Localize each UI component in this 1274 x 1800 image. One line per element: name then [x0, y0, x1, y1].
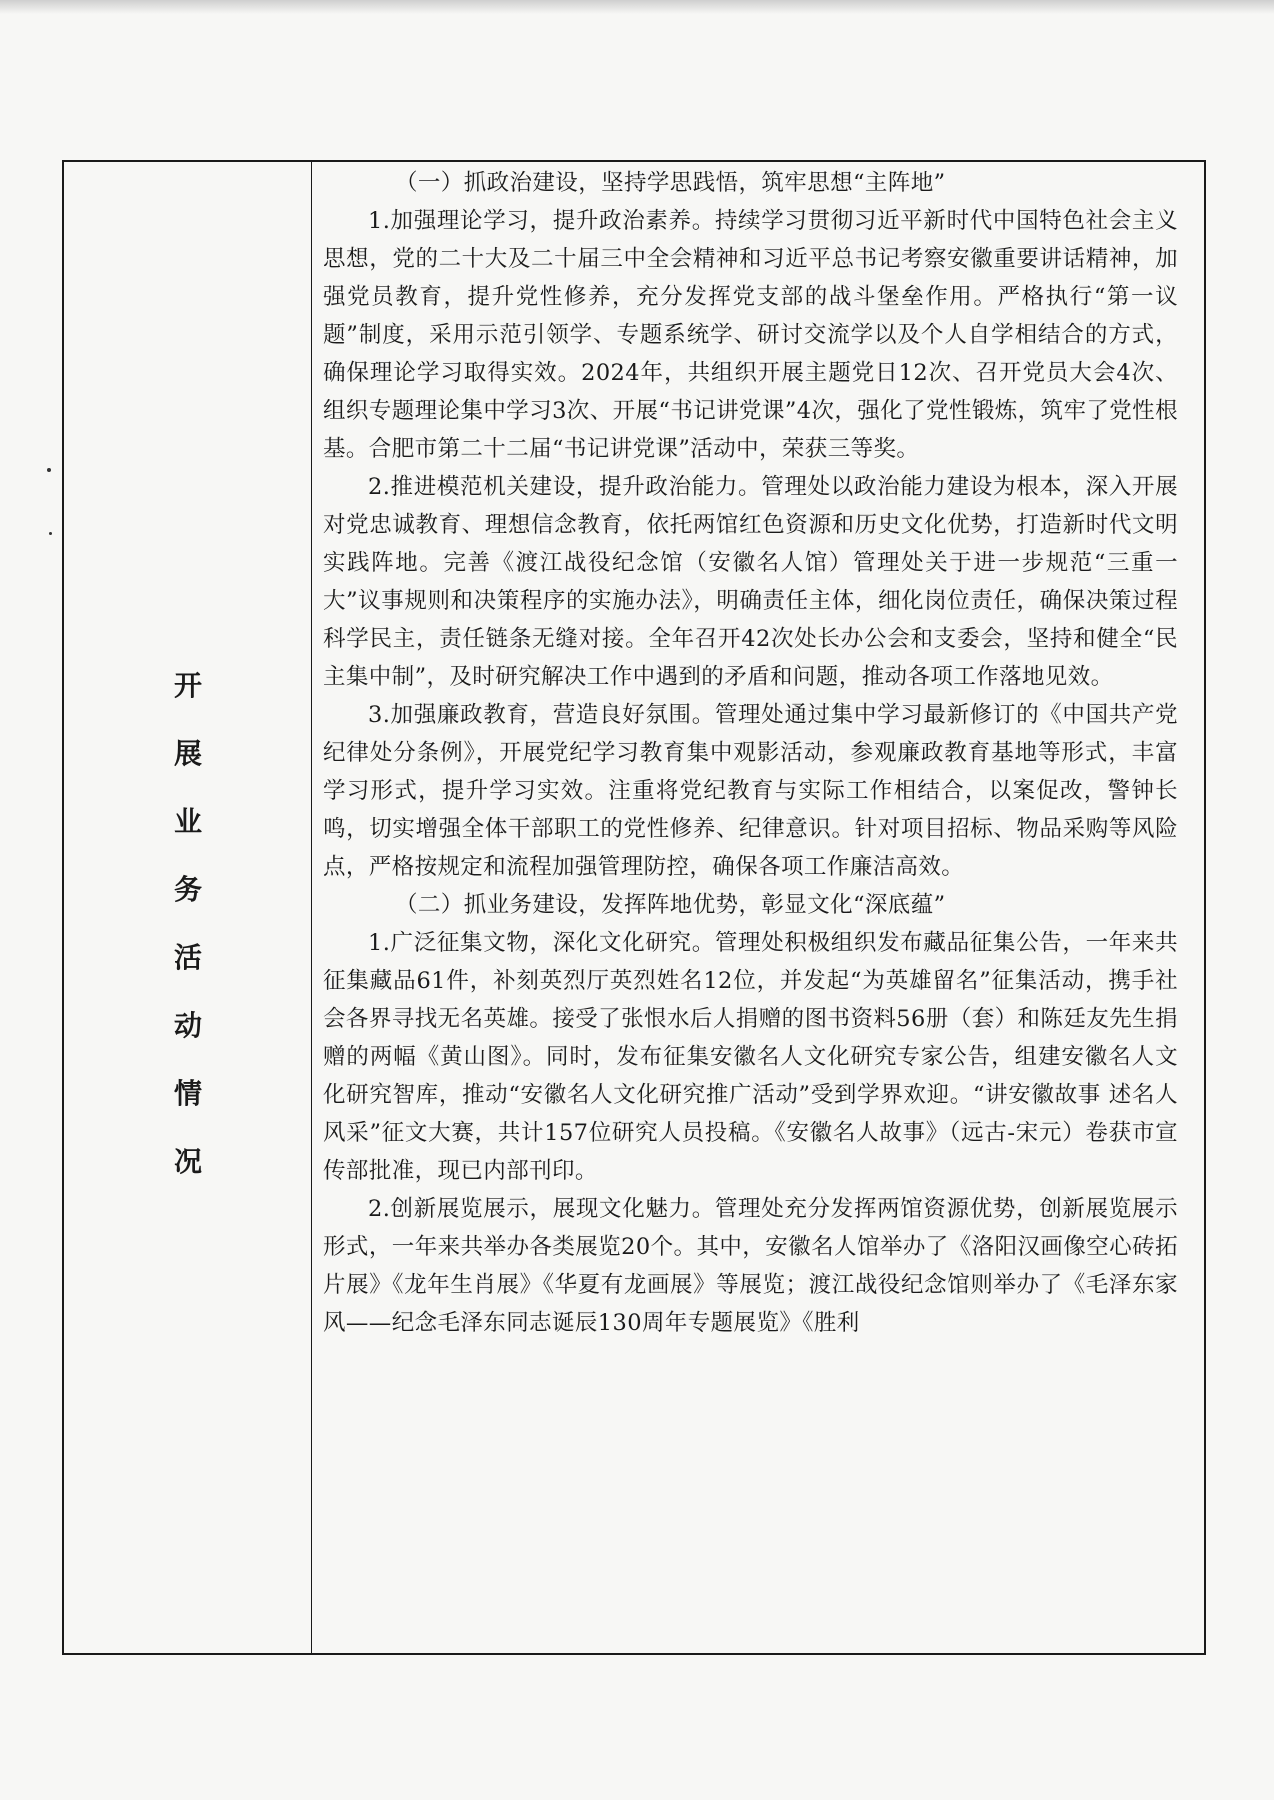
vertical-title-char: 展 — [173, 737, 202, 770]
vertical-title — [64, 652, 312, 1196]
section-heading: （二）抓业务建设，发挥阵地优势，彰显文化“深底蕴” — [395, 892, 946, 918]
vertical-title-char: 务 — [173, 873, 202, 906]
vertical-title-char: 况 — [173, 1145, 202, 1178]
scan-speck — [49, 532, 52, 535]
body-paragraph: 1.加强理论学习，提升政治素养。持续学习贯彻习近平新时代中国特色社会主义思想，党的二十大及二十届三中全会精神和习近平总书记考察安徽重要讲话精神，加强党员教育，提升党性修养，充分发挥党支部的战斗堡垒作用。严格执行“第一议题”制度，采用示范引领学、专题系统学、研讨交流学以及个人自学相结合的方式，确保理论学习取得实效。2024年，共组织开展主题党日12次、召开党员大会4次、组织专题理论集中学习3次、开展“书记讲党课”4次，强化了党性锻炼，筑牢了党性根基。合肥市第二十二届“书记讲党课”活动中，荣获三等奖。 — [323, 208, 1178, 462]
body-paragraph: 2.推进模范机关建设，提升政治能力。管理处以政治能力建设为根本，深入开展对党忠诚教育、理想信念教育，依托两馆红色资源和历史文化优势，打造新时代文明实践阵地。完善《渡江战役纪念馆（安徽名人馆）管理处关于进一步规范“三重一大”议事规则和决策程序的实施办法》，明确责任主体，细化岗位责任，确保决策过程科学民主，责任链条无缝对接。全年召开42次处长办公会和支委会，坚持和健全“民主集中制”，及时研究解决工作中遇到的矛盾和问题，推动各项工作落地见效。 — [323, 474, 1178, 690]
table-content-cell — [312, 162, 1204, 1653]
vertical-title-char: 活 — [173, 941, 202, 974]
table-label-cell — [64, 162, 312, 1653]
vertical-title-char: 动 — [173, 1009, 202, 1042]
section-heading: （一）抓政治建设，坚持学思践悟，筑牢思想“主阵地” — [395, 170, 946, 196]
vertical-title-char: 开 — [173, 669, 202, 702]
body-paragraph: 1.广泛征集文物，深化文化研究。管理处积极组织发布藏品征集公告，一年来共征集藏品61件，补刻英烈厅英烈姓名12位，并发起“为英雄留名”征集活动，携手社会各界寻找无名英雄。接受了张恨水后人捐赠的图书资料56册（套）和陈廷友先生捐赠的两幅《黄山图》。同时，发布征集安徽名人文化研究专家公告，组建安徽名人文化研究智库，推动“安徽名人文化研究推广活动”受到学界欢迎。“讲安徽故事 述名人风采”征文大赛，共计157位研究人员投稿。《安徽名人故事》（远古-宋元）卷获市宣传部批准，现已内部刊印。 — [323, 930, 1178, 1184]
vertical-title-char: 情 — [173, 1077, 202, 1110]
body-paragraph: 2.创新展览展示，展现文化魅力。管理处充分发挥两馆资源优势，创新展览展示形式，一年来共举办各类展览20个。其中，安徽名人馆举办了《洛阳汉画像空心砖拓片展》《龙年生肖展》《华夏有龙画展》等展览；渡江战役纪念馆则举办了《毛泽东家风——纪念毛泽东同志诞辰130周年专题展览》《胜利 — [323, 1196, 1178, 1336]
scan-speck — [47, 468, 51, 472]
vertical-title-char: 业 — [173, 805, 202, 838]
activity-table — [62, 160, 1206, 1655]
body-paragraph: 3.加强廉政教育，营造良好氛围。管理处通过集中学习最新修订的《中国共产党纪律处分条例》，开展党纪学习教育集中观影活动，参观廉政教育基地等形式，丰富学习形式，提升学习实效。注重将党纪教育与实际工作相结合，以案促改，警钟长鸣，切实增强全体干部职工的党性修养、纪律意识。针对项目招标、物品采购等风险点，严格按规定和流程加强管理防控，确保各项工作廉洁高效。 — [323, 702, 1178, 880]
scan-top-shadow — [0, 0, 1274, 14]
